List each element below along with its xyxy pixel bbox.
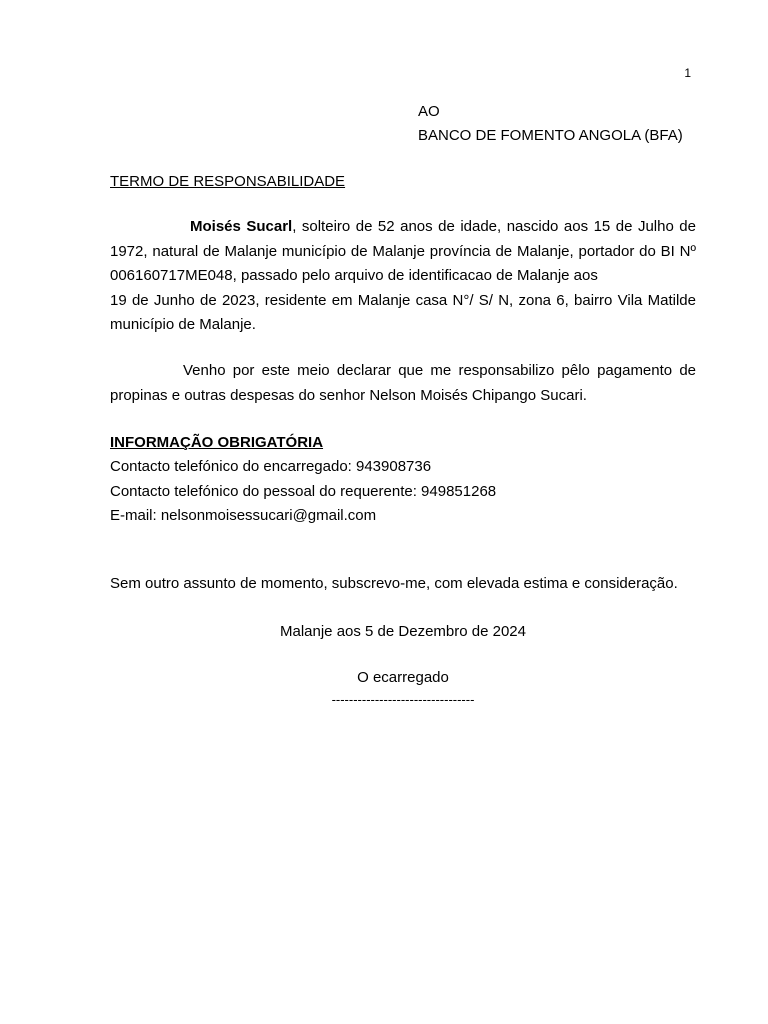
declaration-text: Venho por este meio declarar que me responsabilizo pêlo pagamento de propinas e outras despesas do senhor Nelson Moisés Chipango Sucari.: [110, 362, 696, 404]
recipient-line-bank: BANCO DE FOMENTO ANGOLA (BFA): [418, 127, 683, 144]
signer-title: O ecarregado: [357, 669, 449, 686]
closing-line: Sem outro assunto de momento, subscrevo-me, com elevada estima e consideração.: [110, 575, 678, 592]
document-title: TERMO DE RESPONSABILIDADE: [110, 173, 346, 190]
applicant-phone: Contacto telefónico do pessoal do requerente: 949851268: [110, 482, 497, 500]
declaration-paragraph: [110, 359, 696, 408]
mandatory-info-title: INFORMAÇÃO OBRIGATÓRIA: [110, 434, 324, 451]
recipient-block: [418, 100, 683, 148]
identification-paragraph: [110, 215, 696, 338]
guardian-phone: Contacto telefónico do encarregado: 943908736: [110, 458, 432, 476]
signature-line: ---------------------------------: [331, 692, 475, 707]
email-line: E-mail: nelsonmoisessucari@gmail.com: [110, 506, 377, 524]
place-date: Malanje aos 5 de Dezembro de 2024: [280, 623, 526, 640]
mandatory-info-block: [110, 431, 496, 528]
residence-text: 19 de Junho de 2023, residente em Malanje casa N°/ S/ N, zona 6, bairro Vila Matilde município de Malanje.: [110, 291, 696, 333]
declarant-name: Moisés Sucarl: [190, 218, 293, 235]
identification-text: , solteiro de 52 anos de idade, nascido aos 15 de Julho de 1972, natural de Malanje município de Malanje província de Malanje, portador do BI Nº 006160717ME048, passado pelo arquivo de identificacao de Malanje aos: [110, 218, 696, 284]
page-number: 1: [684, 66, 691, 80]
recipient-line-to: AO: [418, 103, 440, 120]
